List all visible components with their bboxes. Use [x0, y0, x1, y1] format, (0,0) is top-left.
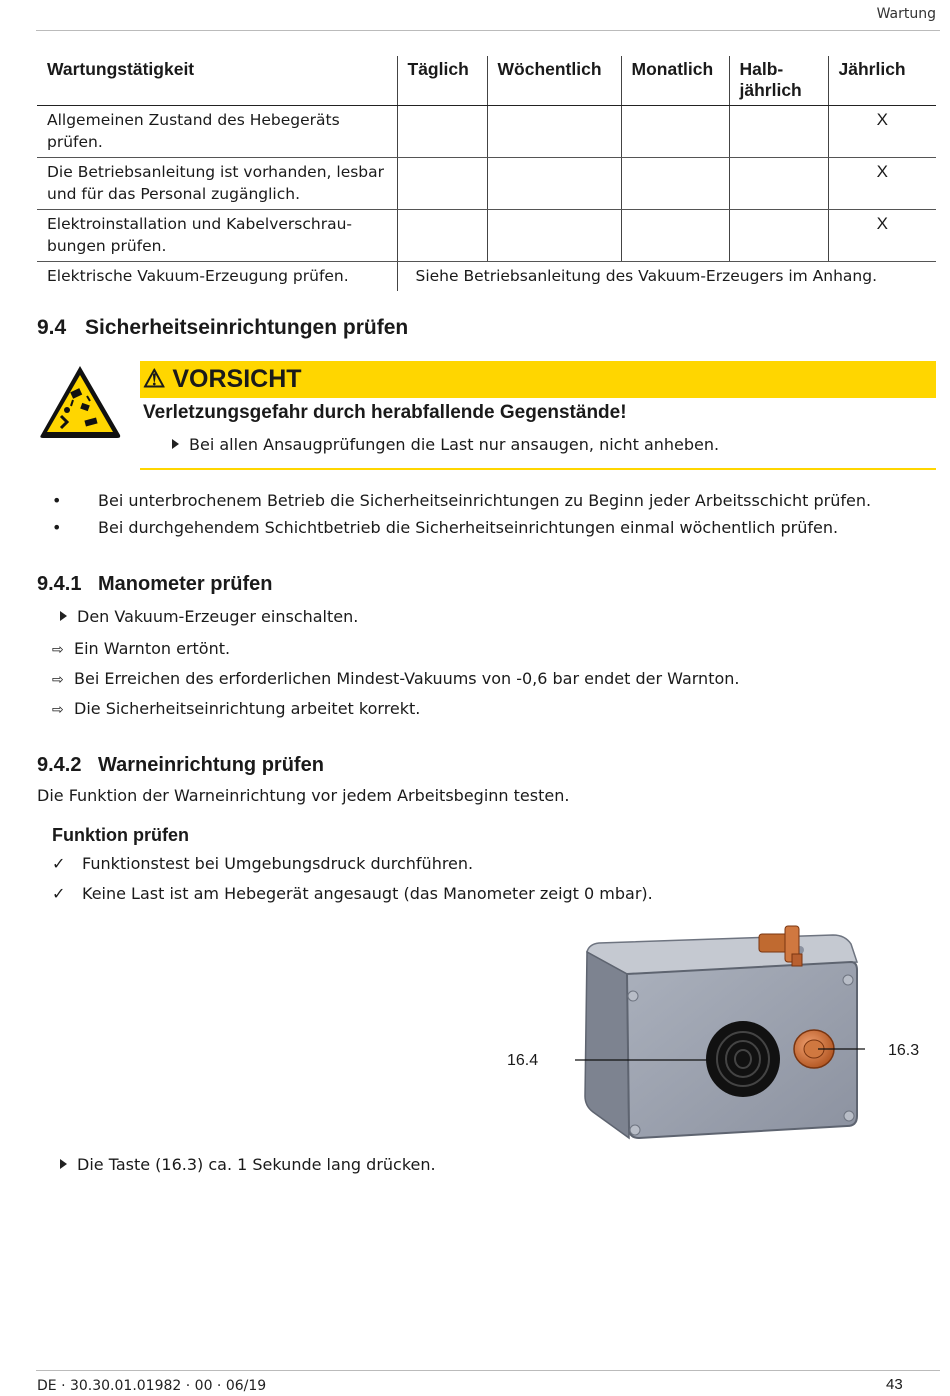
- callout-label-horn: 16.4: [507, 1052, 539, 1069]
- mark-cell: [729, 106, 828, 158]
- result-text: Die Sicherheitseinrichtung arbeitet korrekt.: [74, 699, 421, 718]
- task-cell: Elektroinstallation und Kabelverschrau-bungen prüfen.: [37, 210, 397, 262]
- running-header: Wartung: [876, 6, 936, 22]
- result-arrow-icon: ⇨: [52, 642, 64, 658]
- table-row: [37, 158, 936, 210]
- section-heading-9-4: [37, 316, 408, 340]
- table-row: [37, 210, 936, 262]
- section-heading-9-4-2: [37, 754, 324, 777]
- table-header-row: [37, 56, 936, 106]
- warning-subtitle: Verletzungsgefahr durch herabfallende Gegenstände!: [143, 402, 627, 423]
- mark-cell: X: [828, 210, 936, 262]
- instruction-step: [60, 1155, 436, 1174]
- section-number: 9.4: [37, 316, 67, 339]
- col-header-weekly: Wöchentlich: [487, 56, 621, 106]
- col-header-half-yearly: Halb- jährlich: [729, 56, 828, 106]
- mark-cell: [487, 106, 621, 158]
- result-item: [52, 699, 420, 718]
- callout-label-button: 16.3: [888, 1042, 920, 1059]
- mark-cell: [621, 106, 729, 158]
- task-cell: Allgemeinen Zustand des Hebegeräts prüfen.: [37, 106, 397, 158]
- mark-cell: [729, 158, 828, 210]
- mark-cell: [621, 210, 729, 262]
- precondition-item: [52, 884, 653, 903]
- bullet-icon: •: [52, 491, 62, 510]
- step-triangle-icon: [60, 611, 67, 621]
- sub-heading: Funktion prüfen: [52, 825, 189, 845]
- mark-cell: [397, 158, 487, 210]
- mark-cell: [729, 210, 828, 262]
- section-title: Manometer prüfen: [98, 573, 273, 595]
- mark-cell: [487, 210, 621, 262]
- result-item: [52, 669, 739, 688]
- result-arrow-icon: ⇨: [52, 702, 64, 718]
- footer-rule: [36, 1370, 940, 1371]
- section-intro: Die Funktion der Warneinrichtung vor jedem Arbeitsbeginn testen.: [37, 786, 570, 805]
- step-triangle-icon: [172, 439, 179, 449]
- result-item: [52, 639, 230, 658]
- page-number: 43: [886, 1376, 903, 1393]
- bullet-text: Bei durchgehendem Schichtbetrieb die Sicherheitseinrichtungen einmal wöchentlich prüfen.: [98, 518, 839, 537]
- section-title: Sicherheitseinrichtungen prüfen: [85, 316, 409, 339]
- footer-doc-id: DE · 30.30.01.01982 · 00 · 06/19: [37, 1378, 267, 1394]
- col-header-task: Wartungstätigkeit: [37, 56, 397, 106]
- section-number: 9.4.1: [37, 573, 82, 595]
- mark-cell: X: [828, 158, 936, 210]
- mark-cell: [397, 210, 487, 262]
- list-item: [52, 491, 871, 510]
- task-cell: Elektrische Vakuum-Erzeugung prüfen.: [47, 267, 349, 285]
- warning-title: ⚠ VORSICHT: [143, 365, 302, 393]
- col-header-yearly: Jährlich: [828, 56, 936, 106]
- mark-cell: [397, 106, 487, 158]
- result-text: Bei Erreichen des erforderlichen Mindest-Vakuums von -0,6 bar endet der Warnton.: [74, 669, 740, 688]
- warning-rule: [140, 468, 936, 470]
- falling-objects-warning-icon: [37, 362, 123, 440]
- step-text: Die Taste (16.3) ca. 1 Sekunde lang drücken.: [77, 1155, 436, 1174]
- check-icon: ✓: [52, 884, 66, 903]
- list-item: [52, 518, 838, 537]
- maintenance-table: [37, 56, 936, 291]
- warning-device-illustration: [575, 922, 865, 1147]
- note-cell: Siehe Betriebsanleitung des Vakuum-Erzeugers im Anhang.: [397, 262, 936, 292]
- precondition-text: Funktionstest bei Umgebungsdruck durchführen.: [82, 854, 474, 873]
- task-cell: Die Betriebsanleitung ist vorhanden, lesbar und für das Personal zugänglich.: [37, 158, 397, 210]
- section-title: Warneinrichtung prüfen: [98, 754, 324, 776]
- check-icon: ✓: [52, 854, 66, 873]
- step-triangle-icon: [60, 1159, 67, 1169]
- col-header-daily: Täglich: [397, 56, 487, 106]
- bullet-text: Bei unterbrochenem Betrieb die Sicherheitseinrichtungen zu Beginn jeder Arbeitsschicht prüfen.: [98, 491, 872, 510]
- instruction-step: [60, 607, 358, 626]
- header-rule: [36, 30, 940, 31]
- mark-cell: [621, 158, 729, 210]
- result-text: Ein Warnton ertönt.: [74, 639, 231, 658]
- section-heading-9-4-1: [37, 573, 272, 596]
- bullet-icon: •: [52, 518, 62, 537]
- precondition-item: [52, 854, 473, 873]
- mark-cell: X: [828, 106, 936, 158]
- col-header-monthly: Monatlich: [621, 56, 729, 106]
- table-row: [37, 262, 936, 292]
- section-number: 9.4.2: [37, 754, 82, 776]
- step-text: Den Vakuum-Erzeuger einschalten.: [77, 607, 359, 626]
- precondition-text: Keine Last ist am Hebegerät angesaugt (das Manometer zeigt 0 mbar).: [82, 884, 653, 903]
- table-row: [37, 106, 936, 158]
- warning-step: [172, 435, 719, 454]
- result-arrow-icon: ⇨: [52, 672, 64, 688]
- mark-cell: [487, 158, 621, 210]
- warning-step-text: Bei allen Ansaugprüfungen die Last nur ansaugen, nicht anheben.: [189, 435, 720, 454]
